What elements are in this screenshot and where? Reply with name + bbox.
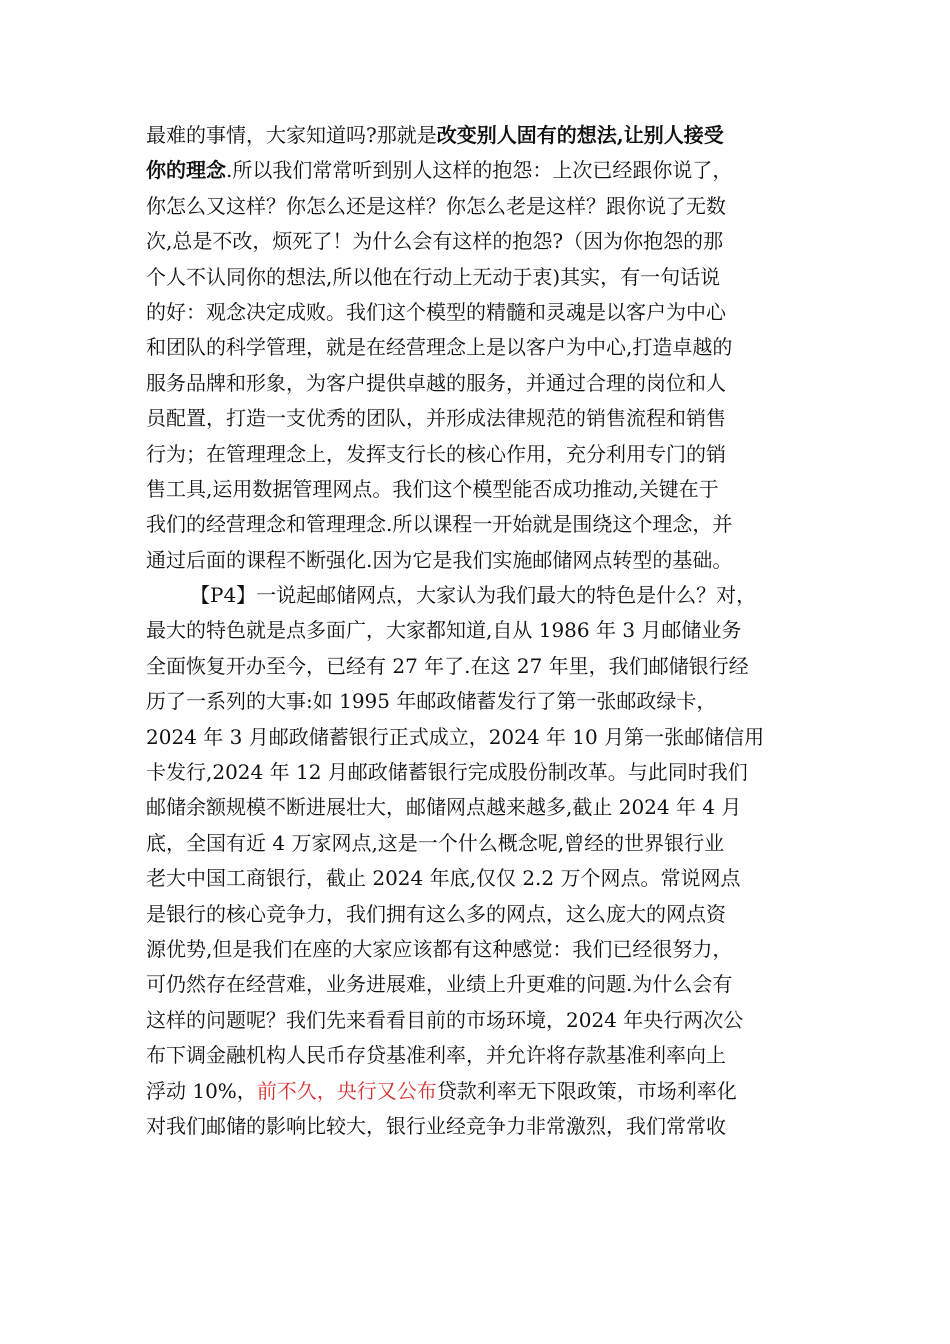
text-line: 你怎么又这样？你怎么还是这样？你怎么老是这样？跟你说了无数 <box>146 193 726 218</box>
text-line: 邮储余额规模不断进展壮大，邮储网点越来越多,截止 2024 年 4 月 <box>146 795 742 820</box>
text-line: 员配置，打造一支优秀的团队，并形成法律规范的销售流程和销售 <box>146 406 726 431</box>
text-line: 对我们邮储的影响比较大，银行业经竞争力非常激烈，我们常常收 <box>146 1113 726 1138</box>
text-line: 2024 年 3 月邮政储蓄银行正式成立，2024 年 10 月第一张邮储信用 <box>146 724 765 749</box>
text-line: 最难的事情，大家知道吗?那就是改变别人固有的想法,让别人接受 <box>146 123 724 147</box>
bold-emphasis: 你的理念 <box>146 158 226 183</box>
document-body <box>146 118 812 1144</box>
text-line: 和团队的科学管理，就是在经营理念上是以客户为中心,打造卓越的 <box>146 335 733 360</box>
text-line: 的好：观念决定成败。我们这个模型的精髓和灵魂是以客户为中心 <box>146 299 726 324</box>
text-line: 通过后面的课程不断强化.因为它是我们实施邮储网点转型的基础。 <box>146 547 733 572</box>
text-line: 次,总是不改，烦死了！为什么会有这样的抱怨?（因为你抱怨的那 <box>146 229 724 254</box>
text-line: 行为；在管理理念上，发挥支行长的核心作用，充分利用专门的销 <box>146 441 726 466</box>
text-line: 底，全国有近 4 万家网点,这是一个什么概念呢,曾经的世界银行业 <box>146 830 725 855</box>
text-line: 卡发行,2024 年 12 月邮政储蓄银行完成股份制改革。与此同时我们 <box>146 760 748 785</box>
text-line: 你的理念.所以我们常常听到别人这样的抱怨：上次已经跟你说了， <box>146 158 733 183</box>
text-line: 源优势,但是我们在座的大家应该都有这种感觉：我们已经很努力， <box>146 936 733 961</box>
text-line: 这样的问题呢？我们先来看看目前的市场环境，2024 年央行两次公 <box>146 1007 744 1032</box>
text-line: 售工具,运用数据管理网点。我们这个模型能否成功推动,关键在于 <box>146 476 719 501</box>
text-line: 布下调金融机构人民币存贷基准利率，并允许将存款基准利率向上 <box>146 1043 726 1068</box>
text-line: 浮动 10%，前不久，央行又公布贷款利率无下限政策，市场利率化 <box>146 1078 737 1103</box>
bold-emphasis: 改变别人固有的想法,让别人接受 <box>436 123 724 147</box>
text-line: 全面恢复开办至今，已经有 27 年了.在这 27 年里，我们邮储银行经 <box>146 653 749 678</box>
text-line: 服务品牌和形象，为客户提供卓越的服务，并通过合理的岗位和人 <box>146 370 726 395</box>
text-line: 老大中国工商银行，截止 2024 年底,仅仅 2.2 万个网点。常说网点 <box>146 866 741 891</box>
text-line: 我们的经营理念和管理理念.所以课程一开始就是围绕这个理念，并 <box>146 512 733 537</box>
paragraph-start-line: 【P4】一说起邮储网点，大家认为我们最大的特色是什么？对， <box>190 583 757 608</box>
text-line: 个人不认同你的想法,所以他在行动上无动于衷)其实，有一句话说 <box>146 264 721 289</box>
text-line: 可仍然存在经营难，业务进展难，业绩上升更难的问题.为什么会有 <box>146 972 733 997</box>
text-line: 是银行的核心竞争力，我们拥有这么多的网点，这么庞大的网点资 <box>146 901 726 926</box>
text-line: 历了一系列的大事:如 1995 年邮政储蓄发行了第一张邮政绿卡， <box>146 689 717 714</box>
text-line: 最大的特色就是点多面广，大家都知道,自从 1986 年 3 月邮储业务 <box>146 618 742 643</box>
red-highlight: 前不久，央行又公布 <box>256 1078 437 1103</box>
